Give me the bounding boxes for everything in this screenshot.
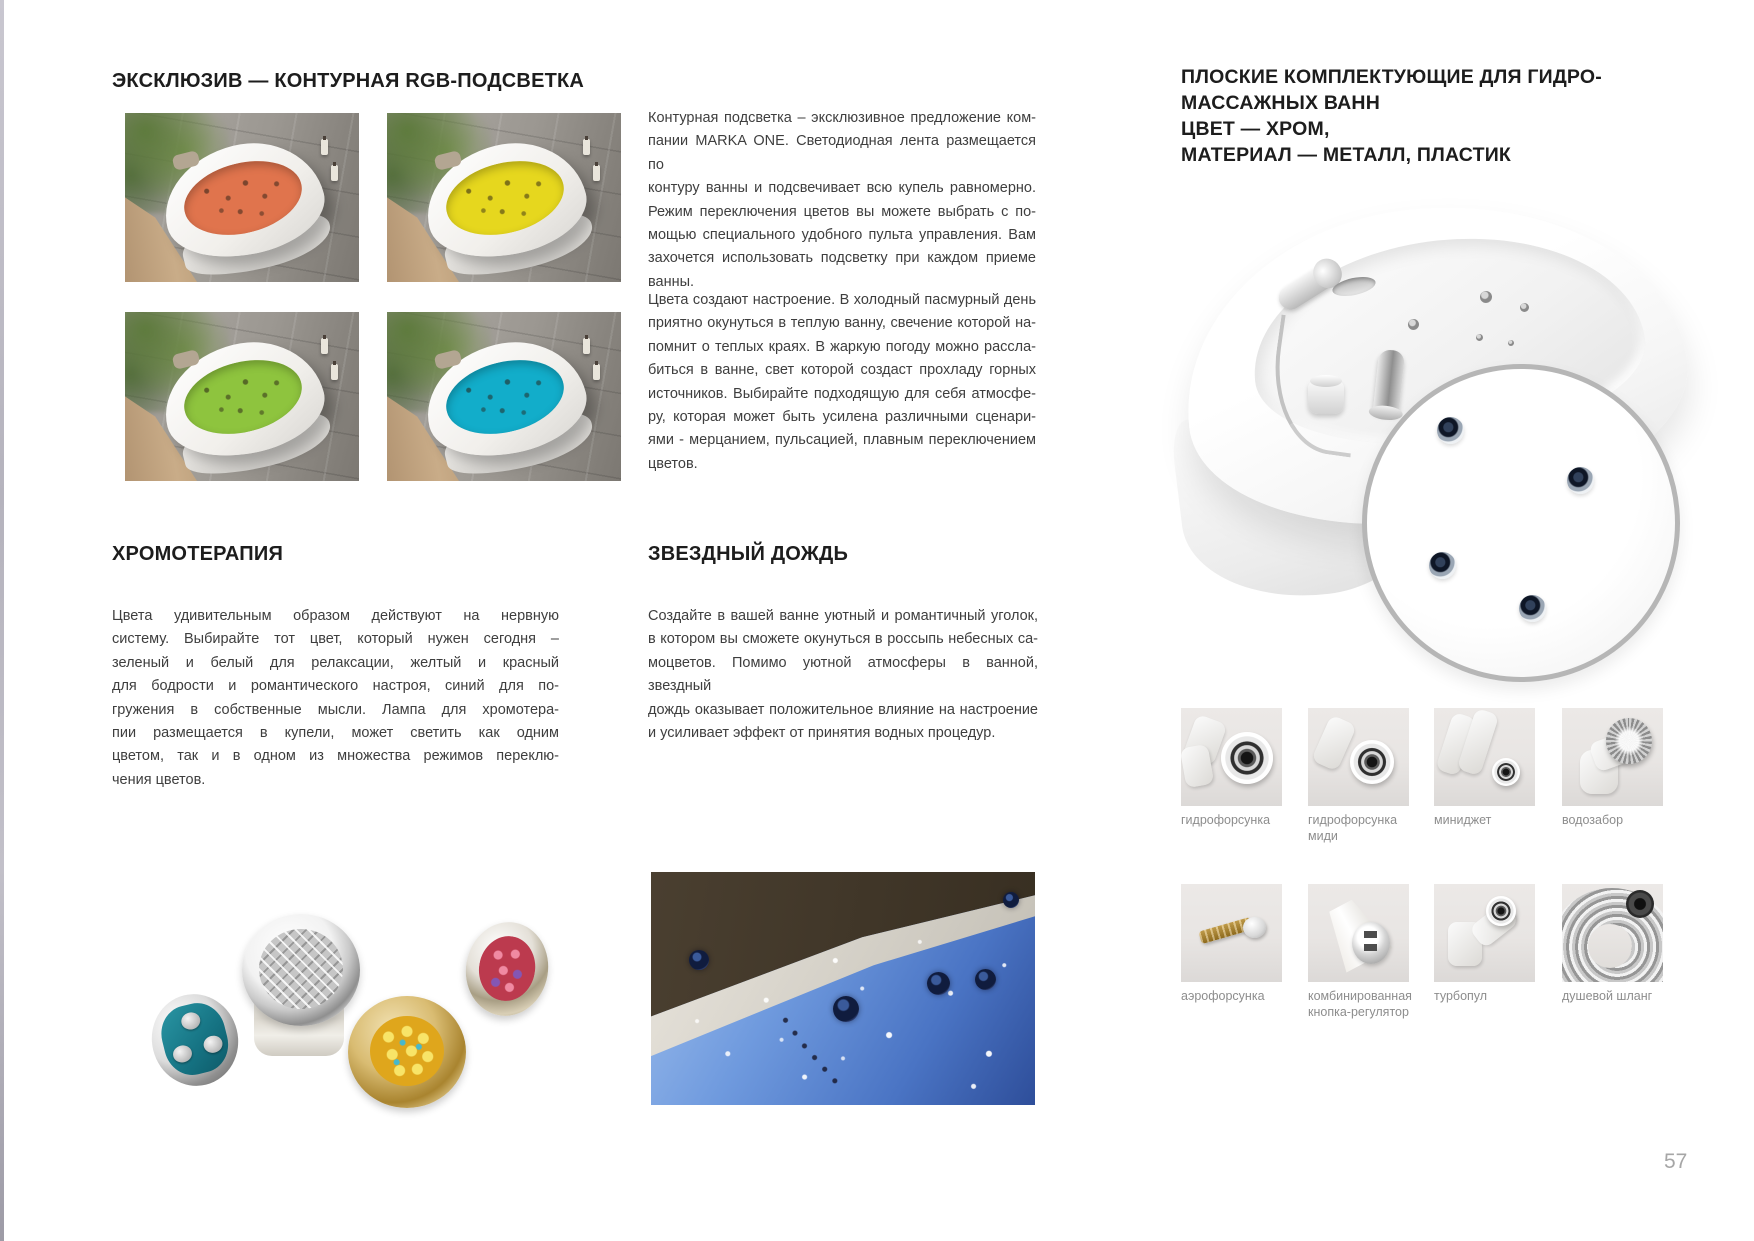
rgb-paragraph-1: Контурная подсветка – эксклюзивное предложение ком- пании MARKA ONE. Светодиодная лента размещается по контуру ванны и подсвечивает всю купель равномерно. Режим переключения цветов вы можете выбрать с по- мощью специального удобного пульта управления. Вам захочется использовать подсветку при каждом приеме ванны. [648,110,1036,290]
hydro-jet [1480,291,1492,303]
page-spine-edge [0,0,4,1241]
remote-control [142,985,248,1095]
component-photo-air-jet [1181,884,1282,982]
rgb-tub-photo-orange [125,113,359,282]
component-photo-combo-button [1308,884,1409,982]
rgb-section-title: ЭКСКЛЮЗИВ — КОНТУРНАЯ RGB-ПОДСВЕТКА [112,70,585,92]
button-face [1352,922,1390,964]
candle [331,165,338,181]
component-photo-hydro-jet-midi [1308,708,1409,806]
component-photo-water-intake [1562,708,1663,806]
chromotherapy-section-title: ХРОМОТЕРАПИЯ [112,543,284,565]
candle [321,139,328,155]
candle [583,139,590,155]
component-label: турбопул [1434,989,1488,1003]
candle [593,165,600,181]
jet-face [1350,740,1394,784]
rgb-tub-photo-yellow [387,113,621,282]
candle [583,338,590,354]
hydro-jet [1408,319,1419,330]
component-label: аэрофорсунка [1181,989,1265,1003]
rgb-tub-photo-cyan [387,312,621,481]
chromotherapy-lamps-photo [130,900,570,1090]
gold-led-lamp [348,996,466,1108]
hose-nut [1626,890,1654,918]
component-photo-turbopool [1434,884,1535,982]
component-label: водозабор [1562,813,1624,827]
hydro-jet [689,950,709,970]
hydromassage-tub-photo [1180,192,1706,664]
chromotherapy-paragraph: Цвета удивительным образом действуют на нервную систему. Выбирайте тот цвет, который нужен сегодня – зеленый и белый для релаксации, желтый и красный для бодрости и романтического настроя, синий для по- гружения в собственные мысли. Лампа для хромотера- пии размещается в купели, может светить как одним цветом, так и в одном из множества режимов переклю- чения цветов. [112,608,559,788]
hydro-jet-detail [1567,467,1594,494]
hydro-jet-detail [1519,595,1546,622]
hydro-jet [1003,892,1019,908]
hydro-jet-detail [1429,552,1456,579]
jet-face [1486,896,1516,926]
component-label: гидрофорсунка [1181,813,1271,827]
hydro-jet [1520,303,1529,312]
rgb-paragraph-2: Цвета создают настроение. В холодный пасмурный день приятно окунуться в теплую ванну, свечение которой на- помнит о теплых краях. В жаркую погоду можно рассла- биться в ванне, свет которой создаст прохладу горных источников. Выбирайте подходящую для себя атмосфе- ру, которая может быть усилена различными сценари- ями - мерцанием, пульсацией, плавным переключением цветов. [648,292,1036,472]
component-photo-minijet [1434,708,1535,806]
star-rain-paragraph: Создайте в вашей ванне уютный и романтичный уголок, в котором вы сможете окунуться в россыпь небесных са- моцветов. Помимо уютной атмосферы в ванной, звездный дождь оказывает положительное влияние на настроение и усиливает эффект от принятия водных процедур. [648,608,1038,742]
chrome-lamp [242,914,360,1026]
candle [593,364,600,380]
lamp-lens [259,929,343,1009]
component-label: комбинированная кнопка-регулятор [1308,989,1412,1019]
pink-led-lamp [458,916,555,1023]
components-section-title: ПЛОСКИЕ КОМПЛЕКТУЮЩИЕ ДЛЯ ГИДРО- МАССАЖНЫХ ВАНН ЦВЕТ — ХРОМ, МАТЕРИАЛ — МЕТАЛЛ, ПЛАСТИК [1181,66,1602,166]
component-label: миниджет [1434,813,1492,827]
star-rain-section-title: ЗВЕЗДНЫЙ ДОЖДЬ [648,543,849,565]
candle [331,364,338,380]
component-photo-hydro-jet [1181,708,1282,806]
hydro-jet-detail [1437,417,1464,444]
component-photo-shower-hose [1562,884,1663,982]
jet-face [1492,758,1520,786]
hydro-jet [927,972,950,995]
lamp-leds [370,1016,444,1086]
jet-face [1221,732,1273,784]
chrome-disc [1606,718,1652,764]
hydro-jet [1508,340,1514,346]
remote-face [155,997,234,1080]
deck-knob [1308,380,1344,414]
chrome-cap [1243,917,1266,938]
lamp-leds [474,932,540,1006]
hydro-jet [833,996,859,1022]
star-rain-photo [651,872,1035,1105]
rgb-tub-photo-green [125,312,359,481]
candle [321,338,328,354]
hose-coil-center [1588,924,1632,968]
page-number: 57 [1664,1150,1688,1173]
hydro-jet [1476,334,1483,341]
component-label: гидрофорсунка миди [1308,813,1398,843]
magnifier-detail-circle [1362,364,1680,682]
hydro-jet [975,969,996,990]
component-label: душевой шланг [1562,989,1653,1003]
